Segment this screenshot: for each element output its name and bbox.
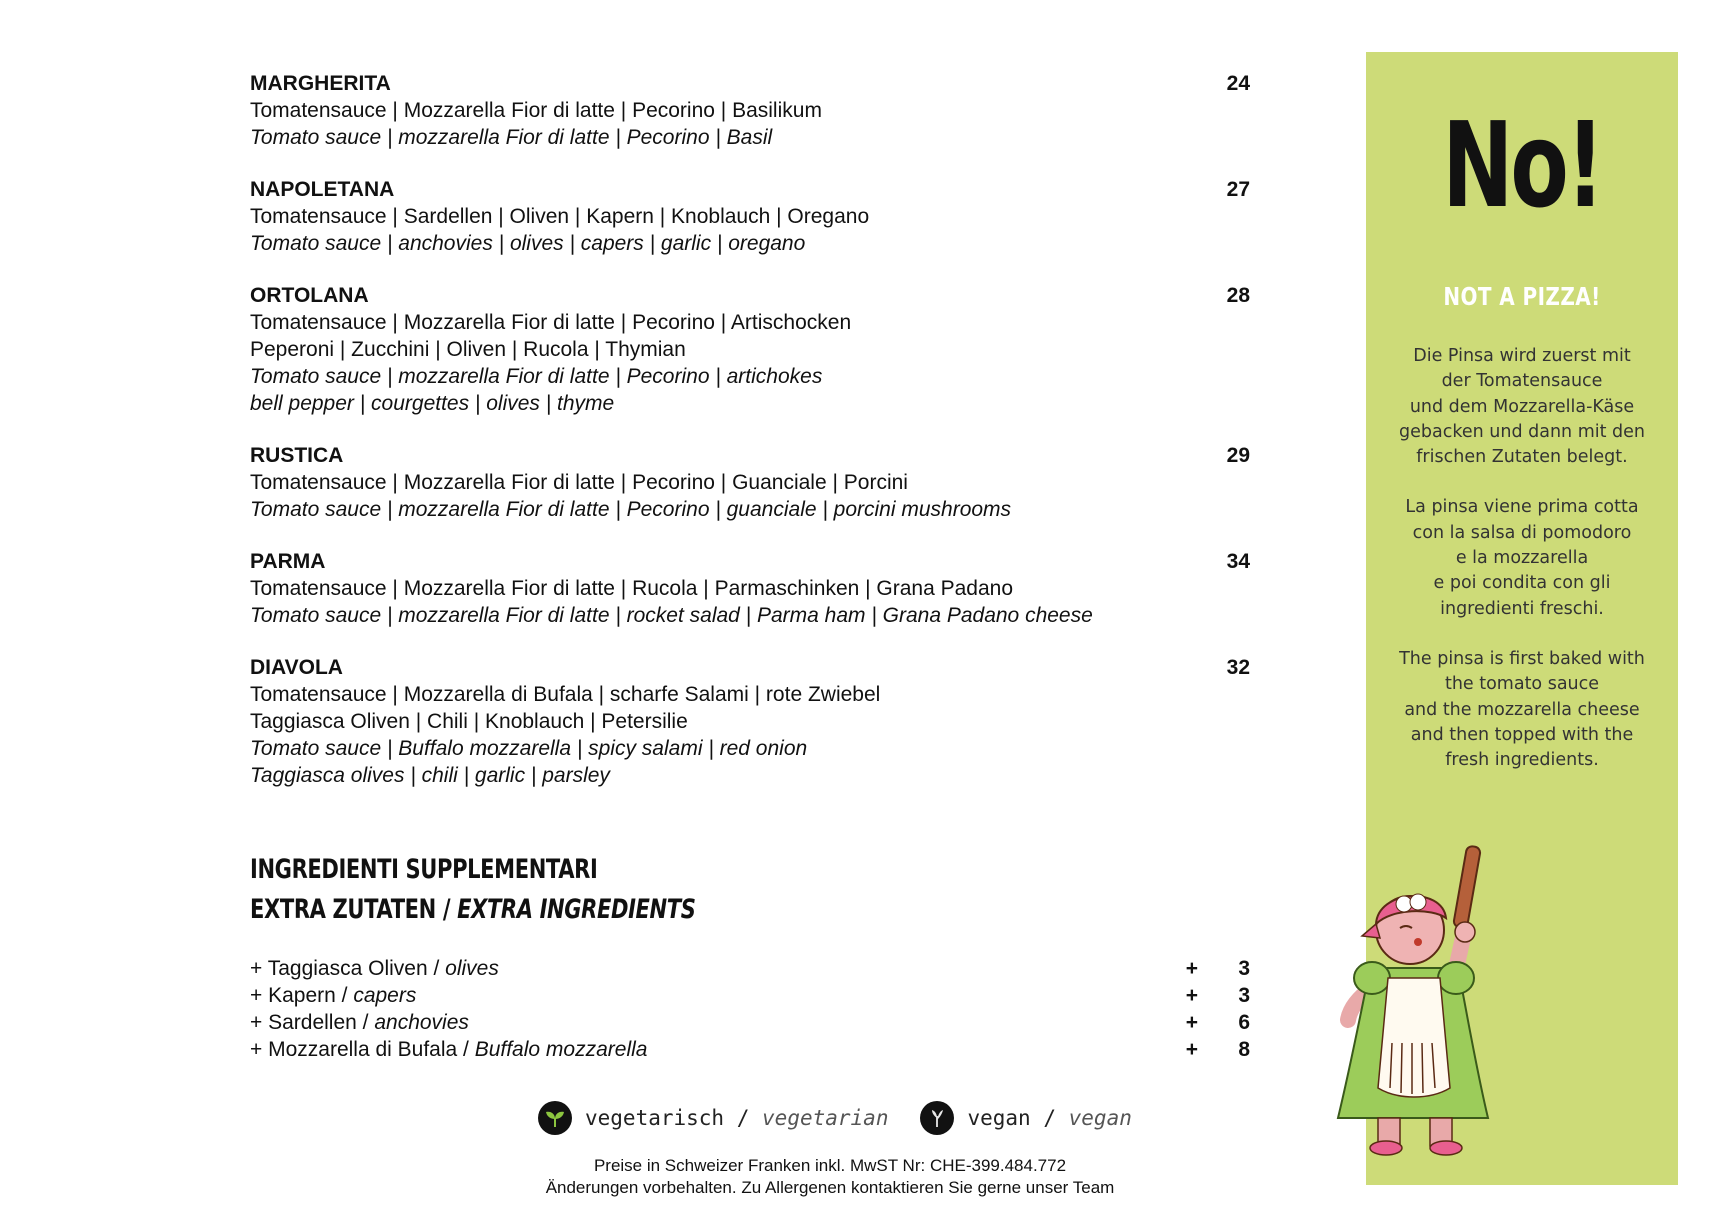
item-description-de: Peperoni | Zucchini | Oliven | Rucola | Thymian: [250, 338, 686, 361]
item-description-de: Tomatensauce | Mozzarella Fior di latte | Pecorino | Guanciale | Porcini: [250, 471, 908, 494]
vegan-leaf-icon: [920, 1101, 954, 1135]
footer-line: Preise in Schweizer Franken inkl. MwST Nr: CHE-399.484.772: [593, 1156, 1067, 1175]
item-price: 24: [1226, 72, 1250, 95]
item-name: DIAVOLA: [250, 656, 343, 679]
extra-price: 8: [1238, 1038, 1250, 1061]
extra-name-en: capers: [353, 984, 417, 1007]
pinsa-description: [1366, 344, 1678, 798]
item-description-en: Tomato sauce | anchovies | olives | capers | garlic | oregano: [250, 232, 806, 255]
footer-line: Änderungen vorbehalten. Zu Allergenen kontaktieren Sie gerne unser Team: [545, 1178, 1115, 1197]
extras-title-it: INGREDIENTI SUPPLEMENTARI: [250, 854, 598, 885]
vegan-label-de: vegan /: [967, 1106, 1056, 1130]
extra-price: 3: [1238, 957, 1250, 980]
menu-item: [250, 548, 1250, 629]
extras-heading: [250, 850, 696, 930]
extra-name-de: + Mozzarella di Bufala /: [250, 1038, 469, 1061]
item-description-en: bell pepper | courgettes | olives | thyme: [250, 392, 615, 415]
item-description-de: Tomatensauce | Sardellen | Oliven | Kapern | Knoblauch | Oregano: [250, 205, 870, 228]
description-it: La pinsa viene prima cotta con la salsa di pomodoro e la mozzarella e poi condita con gli ingredienti freschi.: [1405, 497, 1639, 619]
extra-name-en: Buffalo mozzarella: [474, 1038, 648, 1061]
item-name: RUSTICA: [250, 444, 344, 467]
vegetarian-label-en: vegetarian: [762, 1106, 889, 1130]
item-price: 34: [1226, 550, 1250, 573]
description-de: Die Pinsa wird zuerst mit der Tomatensauce und dem Mozzarella-Käse gebacken und dann mit den frischen Zutaten belegt.: [1399, 346, 1645, 468]
menu-item: [250, 654, 1250, 789]
pinsa-menu: [250, 70, 1250, 814]
menu-item: [250, 282, 1250, 417]
extra-plus-sign: +: [1185, 957, 1198, 980]
item-description-en: Tomato sauce | mozzarella Fior di latte | Pecorino | Basil: [250, 126, 773, 149]
extras-list: [250, 955, 1250, 1063]
extra-item: [250, 1036, 1250, 1063]
tagline: NOT A PIZZA!: [1443, 282, 1601, 311]
item-description-de: Taggiasca Oliven | Chili | Knoblauch | Petersilie: [250, 710, 688, 733]
extras-title-de: EXTRA ZUTATEN /: [250, 894, 451, 925]
item-description-de: Tomatensauce | Mozzarella Fior di latte | Pecorino | Basilikum: [250, 99, 822, 122]
item-description-de: Tomatensauce | Mozzarella di Bufala | scharfe Salami | rote Zwiebel: [250, 683, 881, 706]
chef-lady-illustration: [1300, 838, 1530, 1158]
item-name: NAPOLETANA: [250, 178, 395, 201]
extra-name-de: + Sardellen /: [250, 1011, 369, 1034]
extra-plus-sign: +: [1185, 984, 1198, 1007]
sprout-icon: [538, 1101, 572, 1135]
diet-legend: [538, 1098, 1132, 1138]
extra-plus-sign: +: [1185, 1011, 1198, 1034]
item-price: 28: [1226, 284, 1250, 307]
item-price: 32: [1226, 656, 1250, 679]
item-description-en: Tomato sauce | mozzarella Fior di latte | Pecorino | artichokes: [250, 365, 823, 388]
item-name: ORTOLANA: [250, 284, 369, 307]
extra-price: 6: [1238, 1011, 1250, 1034]
extra-price: 3: [1238, 984, 1250, 1007]
menu-item: [250, 442, 1250, 523]
extras-title-en: EXTRA INGREDIENTS: [457, 894, 696, 925]
item-name: MARGHERITA: [250, 72, 391, 95]
description-en: The pinsa is first baked with the tomato sauce and the mozzarella cheese and then topped with the fresh ingredients.: [1399, 648, 1645, 771]
vegetarian-label-de: vegetarisch /: [585, 1106, 750, 1130]
menu-item: [250, 176, 1250, 257]
item-price: 29: [1226, 444, 1250, 467]
extra-name-de: + Kapern /: [250, 984, 348, 1007]
item-description-en: Tomato sauce | mozzarella Fior di latte | rocket salad | Parma ham | Grana Padano cheese: [250, 604, 1093, 627]
extra-item: [250, 982, 1250, 1009]
item-price: 27: [1226, 178, 1250, 201]
item-description-de: Tomatensauce | Mozzarella Fior di latte | Rucola | Parmaschinken | Grana Padano: [250, 577, 1014, 600]
extras-title-de-en: [250, 890, 696, 930]
item-description-de: Tomatensauce | Mozzarella Fior di latte | Pecorino | Artischocken: [250, 311, 852, 334]
item-description-en: Tomato sauce | Buffalo mozzarella | spicy salami | red onion: [250, 737, 808, 760]
extra-name-en: olives: [445, 957, 499, 980]
extra-item: [250, 955, 1250, 982]
rolling-pin-icon: [1453, 845, 1481, 928]
menu-item: [250, 70, 1250, 151]
extra-name-en: anchovies: [374, 1011, 469, 1034]
item-description-en: Tomato sauce | mozzarella Fior di latte | Pecorino | guanciale | porcini mushrooms: [250, 498, 1012, 521]
item-name: PARMA: [250, 550, 326, 573]
brand-logo: No!: [1442, 96, 1602, 234]
item-description-en: Taggiasca olives | chili | garlic | parsley: [250, 764, 610, 787]
extra-item: [250, 1009, 1250, 1036]
extra-plus-sign: +: [1185, 1038, 1198, 1061]
vegan-label-en: vegan: [1068, 1106, 1132, 1130]
extra-name-de: + Taggiasca Oliven /: [250, 957, 440, 980]
